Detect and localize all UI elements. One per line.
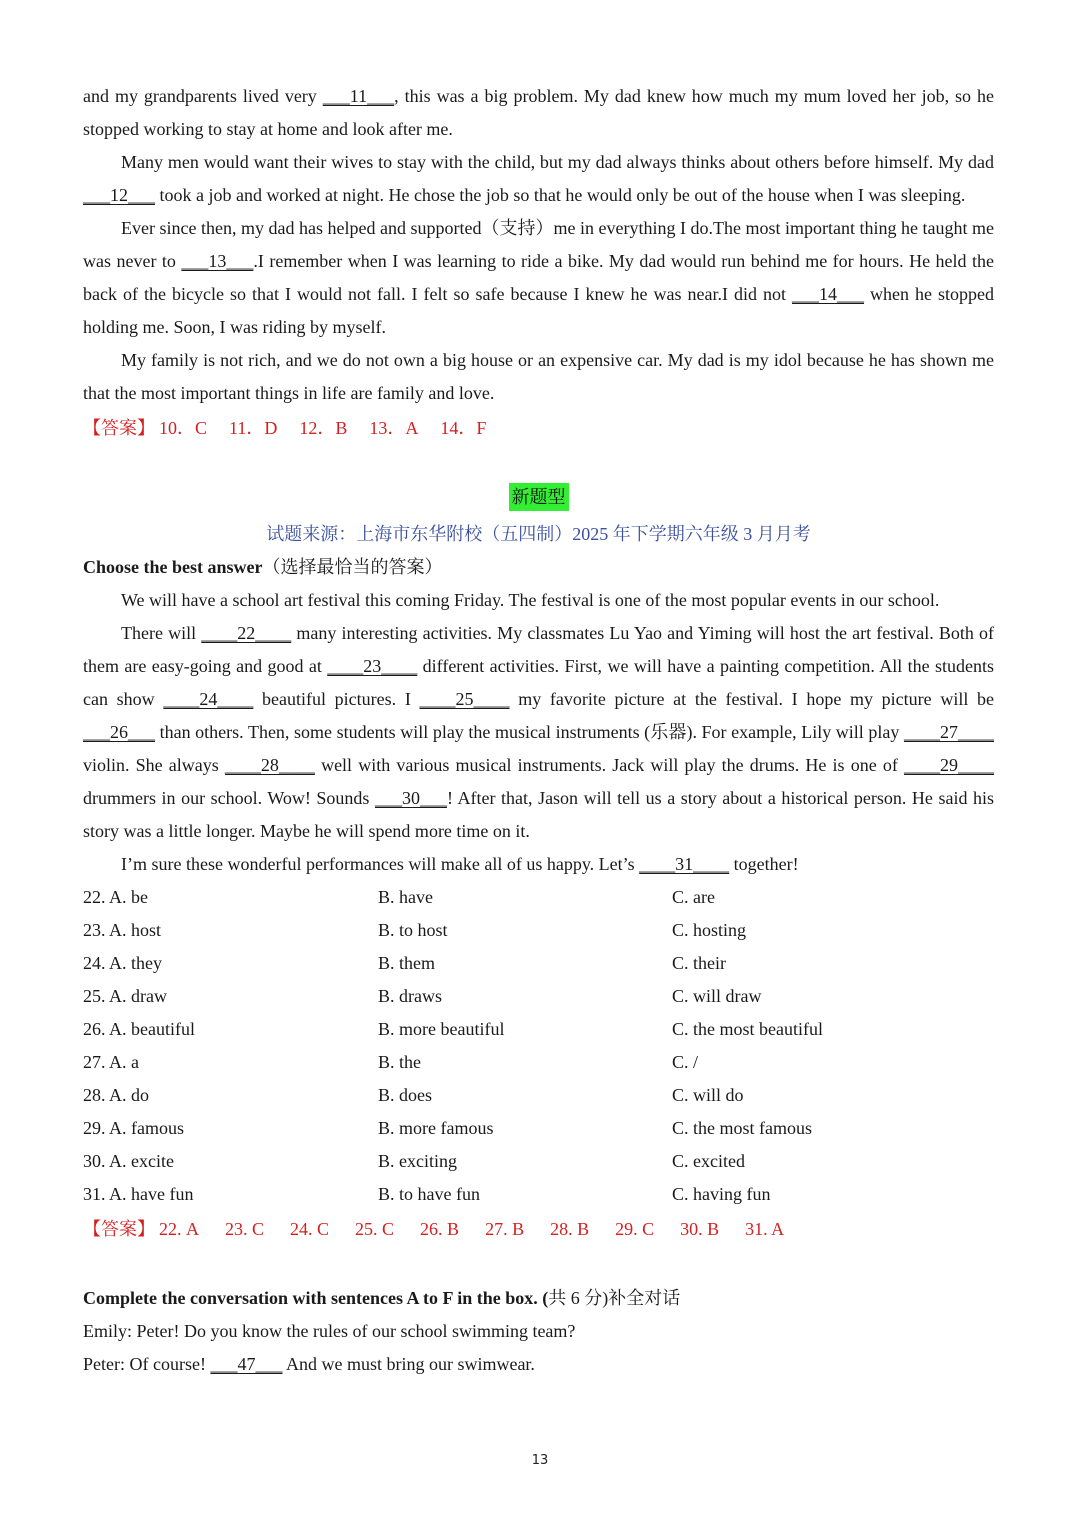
- option-row: 25. A. draw B. draws C. will draw: [83, 986, 762, 1006]
- option-row: 28. A. do B. does C. will do: [83, 1085, 744, 1105]
- new-question-type-tag: 新题型: [509, 483, 569, 511]
- option-row: 23. A. host B. to host C. hosting: [83, 920, 747, 940]
- answer-item: 23. C: [225, 1219, 265, 1239]
- document-page: [83, 80, 994, 1381]
- answer-item: 28. B: [550, 1219, 590, 1239]
- option-row: 22. A. be B. have C. are: [83, 887, 715, 907]
- section3-instruction: Complete the conversation with sentences A to F in the box. (共 6 分)补全对话: [83, 1288, 681, 1308]
- option-row: 31. A. have fun B. to have fun C. having fun: [83, 1184, 771, 1204]
- option-row: 26. A. beautiful B. more beautiful C. the most beautiful: [83, 1019, 823, 1039]
- answer-item: 12．B: [299, 418, 348, 438]
- answer-item: 27. B: [485, 1219, 525, 1239]
- section2-paragraph-1: We will have a school art festival this coming Friday. The festival is one of the most popular events in our school.: [121, 590, 940, 610]
- section2-answer-key: 【答案】 22. A 23. C 24. C 25. C 26. B 27. B 28. B 29. C 30. B 31. A: [83, 1219, 785, 1239]
- answer-item: 13．A: [369, 418, 419, 438]
- options-list: [83, 881, 994, 1211]
- answer-item: 11．D: [229, 418, 278, 438]
- section2-instruction: Choose the best answer（选择最恰当的答案）: [83, 557, 443, 577]
- passage1-paragraph-1: and my grandparents lived very ___11___, this was a big problem. My dad knew how much my mum loved her job, so he stopped working to stay at home and look after me.: [83, 86, 995, 139]
- dialogue-line: Peter: Of course! ___47___ And we must bring our swimwear.: [83, 1354, 535, 1374]
- option-row: 24. A. they B. them C. their: [83, 953, 726, 973]
- answer-item: 24. C: [290, 1219, 330, 1239]
- passage1-paragraph-2: Many men would want their wives to stay with the child, but my dad always thinks about others before himself. My dad ___12___ took a job and worked at night. He chose the job so that he would only be out of the house when I was sleeping.: [83, 152, 994, 205]
- answer-item: 26. B: [420, 1219, 460, 1239]
- section2-paragraph-3: I’m sure these wonderful performances will make all of us happy. Let’s ____31____ together!: [121, 854, 799, 874]
- answer-item: 10．C: [159, 418, 208, 438]
- option-row: 27. A. a B. the C. /: [83, 1052, 699, 1072]
- option-row: 29. A. famous B. more famous C. the most famous: [83, 1118, 812, 1138]
- option-row: 30. A. excite B. exciting C. excited: [83, 1151, 745, 1171]
- answer-item: 25. C: [355, 1219, 395, 1239]
- passage1-answer-key: 【答案】 10．C 11．D 12．B 13．A 14．F: [83, 418, 487, 438]
- dialogue-line: Emily: Peter! Do you know the rules of our school swimming team?: [83, 1321, 576, 1341]
- answer-item: 22. A: [159, 1219, 199, 1239]
- answer-item: 30. B: [680, 1219, 720, 1239]
- answer-item: 31. A: [745, 1219, 785, 1239]
- page-number: 13: [531, 1453, 549, 1468]
- answer-item: 14．F: [440, 418, 487, 438]
- question-source: 试题来源：上海市东华附校（五四制）2025 年下学期六年级 3 月月考: [266, 524, 811, 544]
- passage1-paragraph-3: Ever since then, my dad has helped and supported（支持）me in everything I do.The most important thing he taught me was never to ___13___.I remember when I was learning to ride a bike. My dad would run behind me for hours. He held the back of the bicycle so that I would not fall. I felt so safe because I knew he was near.I did not ___14___ when he stopped holding me. Soon, I was riding by myself.: [83, 218, 995, 337]
- section2-paragraph-2: There will ____22____ many interesting activities. My classmates Lu Yao and Yiming will host the art festival. Both of them are easy-going and good at ____23____ different activities. First, we will have a painting competition. All the students can show ____24____ beautiful pictures. I ____25____ my favorite picture at the festival. I hope my picture will be ___26___ than others. Then, some students will play the musical instruments (乐器). For example, Lily will play ____27____ violin. She always ____28____ well with various musical instruments. Jack will play the drums. He is one of ____29____ drummers in our school. Wow! Sounds ___30___! After that, Jason will tell us a story about a historical person. He said his story was a little longer. Maybe he will spend more time on it.: [83, 623, 995, 841]
- answer-item: 29. C: [615, 1219, 655, 1239]
- passage1-paragraph-4: My family is not rich, and we do not own a big house or an expensive car. My dad is my idol because he has shown me that the most important things in life are family and love.: [83, 350, 994, 403]
